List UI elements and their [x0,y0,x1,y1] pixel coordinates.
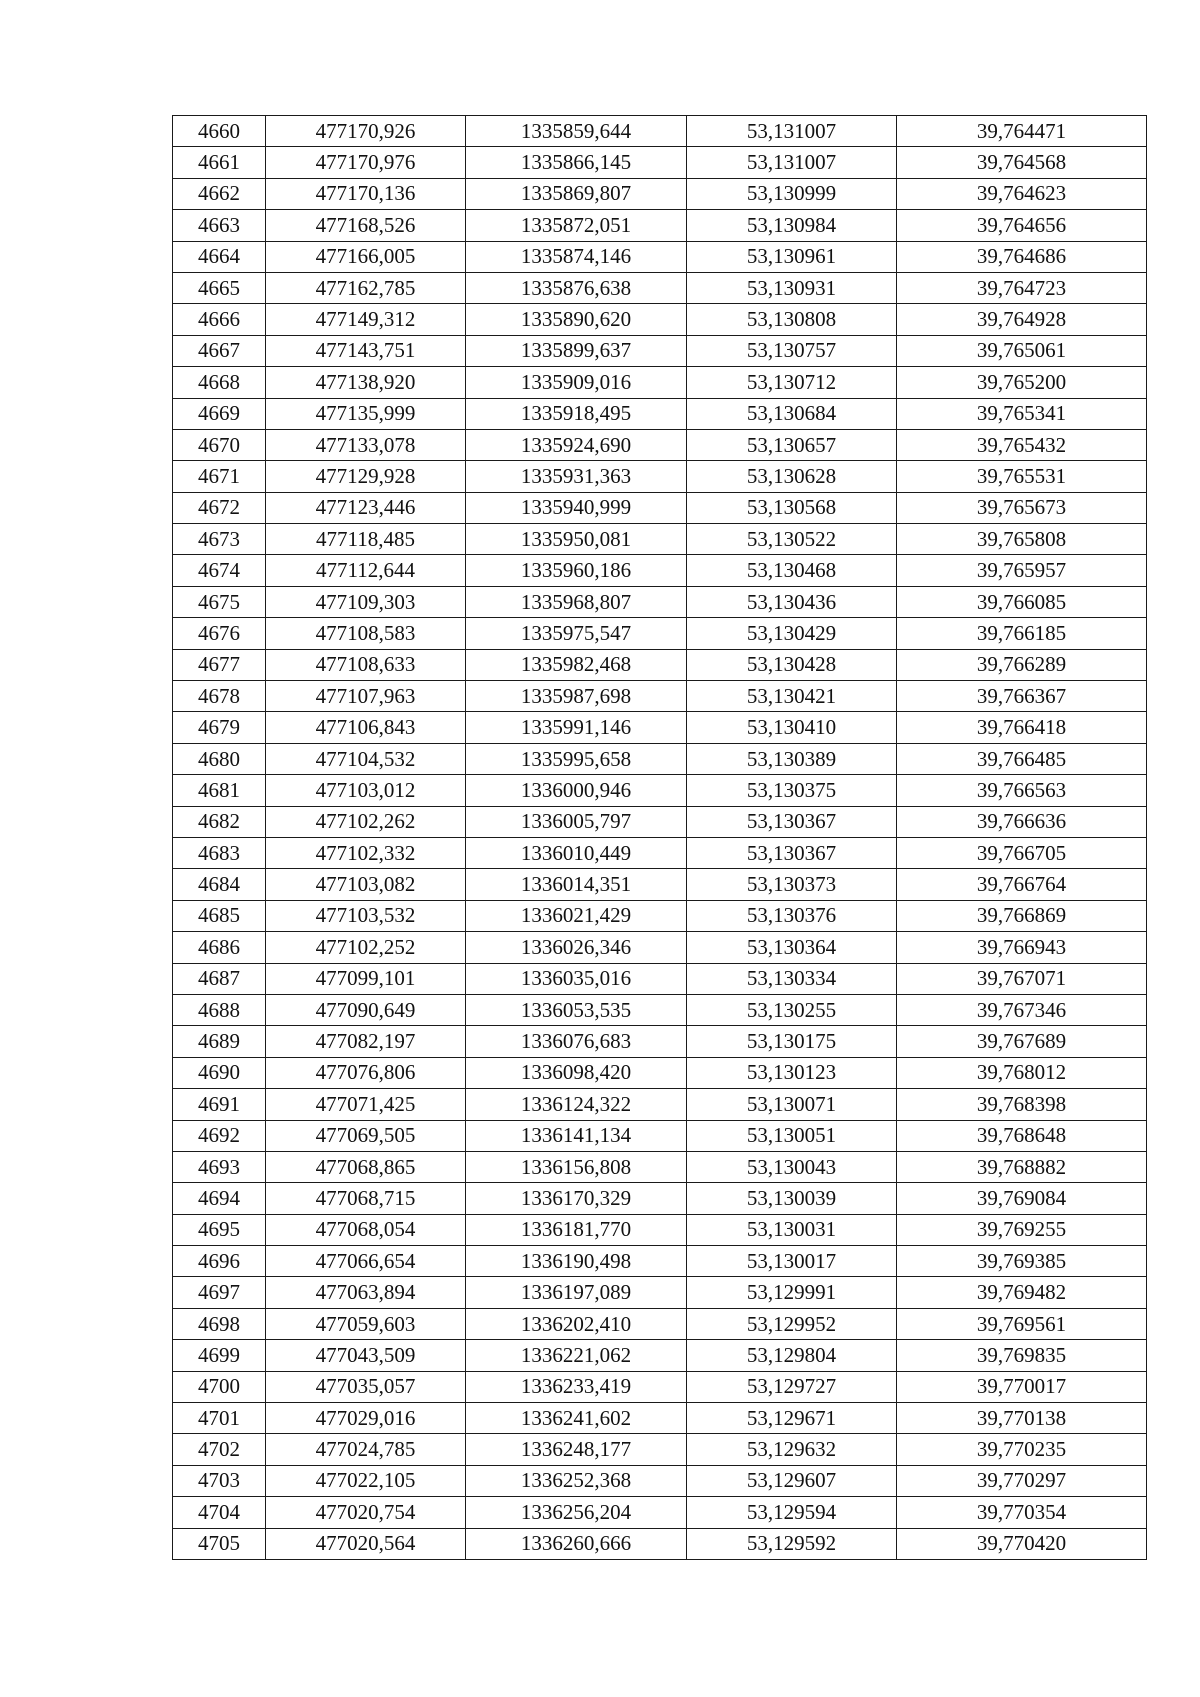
x-coordinate-cell: 477129,928 [266,461,466,492]
longitude-cell: 39,770297 [897,1465,1147,1496]
x-coordinate-cell: 477071,425 [266,1089,466,1120]
y-coordinate-cell: 1336010,449 [466,837,687,868]
latitude-cell: 53,130334 [687,963,897,994]
latitude-cell: 53,130364 [687,932,897,963]
x-coordinate-cell: 477020,564 [266,1528,466,1559]
x-coordinate-cell: 477135,999 [266,398,466,429]
table-row [173,272,1147,303]
point-number-cell: 4695 [173,1214,266,1245]
point-number-cell: 4694 [173,1183,266,1214]
x-coordinate-cell: 477170,136 [266,178,466,209]
table-row [173,1465,1147,1496]
longitude-cell: 39,767689 [897,1026,1147,1057]
longitude-cell: 39,769385 [897,1246,1147,1277]
latitude-cell: 53,130429 [687,618,897,649]
longitude-cell: 39,769084 [897,1183,1147,1214]
point-number-cell: 4675 [173,586,266,617]
table-row [173,461,1147,492]
latitude-cell: 53,130421 [687,681,897,712]
y-coordinate-cell: 1336098,420 [466,1057,687,1088]
latitude-cell: 53,129727 [687,1371,897,1402]
latitude-cell: 53,130657 [687,429,897,460]
table-row [173,241,1147,272]
table-row [173,1277,1147,1308]
longitude-cell: 39,766367 [897,681,1147,712]
longitude-cell: 39,764656 [897,210,1147,241]
table-row [173,1497,1147,1528]
point-number-cell: 4672 [173,492,266,523]
table-row [173,869,1147,900]
point-number-cell: 4663 [173,210,266,241]
table-row [173,932,1147,963]
latitude-cell: 53,130389 [687,743,897,774]
table-row [173,712,1147,743]
point-number-cell: 4662 [173,178,266,209]
coordinates-table-body [173,116,1147,1560]
latitude-cell: 53,130428 [687,649,897,680]
x-coordinate-cell: 477043,509 [266,1340,466,1371]
latitude-cell: 53,130684 [687,398,897,429]
point-number-cell: 4693 [173,1151,266,1182]
x-coordinate-cell: 477170,926 [266,116,466,147]
longitude-cell: 39,765432 [897,429,1147,460]
latitude-cell: 53,130436 [687,586,897,617]
x-coordinate-cell: 477068,715 [266,1183,466,1214]
point-number-cell: 4660 [173,116,266,147]
y-coordinate-cell: 1336124,322 [466,1089,687,1120]
longitude-cell: 39,765957 [897,555,1147,586]
y-coordinate-cell: 1335899,637 [466,335,687,366]
point-number-cell: 4671 [173,461,266,492]
y-coordinate-cell: 1336190,498 [466,1246,687,1277]
table-row [173,304,1147,335]
table-row [173,429,1147,460]
table-row [173,649,1147,680]
longitude-cell: 39,766485 [897,743,1147,774]
latitude-cell: 53,130373 [687,869,897,900]
y-coordinate-cell: 1335909,016 [466,367,687,398]
table-row [173,1089,1147,1120]
longitude-cell: 39,769482 [897,1277,1147,1308]
longitude-cell: 39,769255 [897,1214,1147,1245]
x-coordinate-cell: 477170,976 [266,147,466,178]
x-coordinate-cell: 477102,262 [266,806,466,837]
point-number-cell: 4703 [173,1465,266,1496]
point-number-cell: 4699 [173,1340,266,1371]
x-coordinate-cell: 477035,057 [266,1371,466,1402]
point-number-cell: 4696 [173,1246,266,1277]
latitude-cell: 53,130984 [687,210,897,241]
table-row [173,1434,1147,1465]
y-coordinate-cell: 1336156,808 [466,1151,687,1182]
point-number-cell: 4691 [173,1089,266,1120]
x-coordinate-cell: 477090,649 [266,994,466,1025]
y-coordinate-cell: 1335991,146 [466,712,687,743]
table-row [173,210,1147,241]
longitude-cell: 39,766418 [897,712,1147,743]
latitude-cell: 53,130367 [687,806,897,837]
table-row [173,367,1147,398]
latitude-cell: 53,130367 [687,837,897,868]
table-row [173,398,1147,429]
x-coordinate-cell: 477166,005 [266,241,466,272]
point-number-cell: 4690 [173,1057,266,1088]
latitude-cell: 53,130999 [687,178,897,209]
point-number-cell: 4702 [173,1434,266,1465]
point-number-cell: 4678 [173,681,266,712]
x-coordinate-cell: 477076,806 [266,1057,466,1088]
x-coordinate-cell: 477020,754 [266,1497,466,1528]
longitude-cell: 39,765531 [897,461,1147,492]
table-row [173,900,1147,931]
point-number-cell: 4689 [173,1026,266,1057]
y-coordinate-cell: 1335931,363 [466,461,687,492]
latitude-cell: 53,130522 [687,524,897,555]
y-coordinate-cell: 1336035,016 [466,963,687,994]
point-number-cell: 4701 [173,1403,266,1434]
y-coordinate-cell: 1336053,535 [466,994,687,1025]
latitude-cell: 53,130017 [687,1246,897,1277]
latitude-cell: 53,130931 [687,272,897,303]
latitude-cell: 53,130468 [687,555,897,586]
table-row [173,1403,1147,1434]
x-coordinate-cell: 477149,312 [266,304,466,335]
table-row [173,806,1147,837]
longitude-cell: 39,766185 [897,618,1147,649]
x-coordinate-cell: 477069,505 [266,1120,466,1151]
x-coordinate-cell: 477103,012 [266,775,466,806]
x-coordinate-cell: 477104,532 [266,743,466,774]
y-coordinate-cell: 1335975,547 [466,618,687,649]
latitude-cell: 53,130961 [687,241,897,272]
longitude-cell: 39,768398 [897,1089,1147,1120]
y-coordinate-cell: 1336197,089 [466,1277,687,1308]
latitude-cell: 53,130410 [687,712,897,743]
table-row [173,1057,1147,1088]
x-coordinate-cell: 477022,105 [266,1465,466,1496]
x-coordinate-cell: 477068,054 [266,1214,466,1245]
longitude-cell: 39,765808 [897,524,1147,555]
point-number-cell: 4670 [173,429,266,460]
latitude-cell: 53,131007 [687,147,897,178]
table-row [173,1151,1147,1182]
point-number-cell: 4704 [173,1497,266,1528]
x-coordinate-cell: 477123,446 [266,492,466,523]
point-number-cell: 4682 [173,806,266,837]
y-coordinate-cell: 1336241,602 [466,1403,687,1434]
point-number-cell: 4665 [173,272,266,303]
x-coordinate-cell: 477108,583 [266,618,466,649]
longitude-cell: 39,765200 [897,367,1147,398]
point-number-cell: 4664 [173,241,266,272]
y-coordinate-cell: 1336076,683 [466,1026,687,1057]
x-coordinate-cell: 477029,016 [266,1403,466,1434]
table-row [173,618,1147,649]
longitude-cell: 39,765673 [897,492,1147,523]
point-number-cell: 4700 [173,1371,266,1402]
latitude-cell: 53,130712 [687,367,897,398]
x-coordinate-cell: 477112,644 [266,555,466,586]
longitude-cell: 39,764928 [897,304,1147,335]
latitude-cell: 53,130255 [687,994,897,1025]
y-coordinate-cell: 1335890,620 [466,304,687,335]
table-row [173,116,1147,147]
table-row [173,586,1147,617]
longitude-cell: 39,768882 [897,1151,1147,1182]
x-coordinate-cell: 477106,843 [266,712,466,743]
y-coordinate-cell: 1335874,146 [466,241,687,272]
x-coordinate-cell: 477103,532 [266,900,466,931]
table-row [173,681,1147,712]
y-coordinate-cell: 1336181,770 [466,1214,687,1245]
y-coordinate-cell: 1335987,698 [466,681,687,712]
y-coordinate-cell: 1336021,429 [466,900,687,931]
y-coordinate-cell: 1335995,658 [466,743,687,774]
table-row [173,837,1147,868]
y-coordinate-cell: 1336233,419 [466,1371,687,1402]
point-number-cell: 4677 [173,649,266,680]
y-coordinate-cell: 1335924,690 [466,429,687,460]
latitude-cell: 53,130568 [687,492,897,523]
y-coordinate-cell: 1335869,807 [466,178,687,209]
x-coordinate-cell: 477024,785 [266,1434,466,1465]
latitude-cell: 53,130071 [687,1089,897,1120]
latitude-cell: 53,130375 [687,775,897,806]
y-coordinate-cell: 1336221,062 [466,1340,687,1371]
table-row [173,1183,1147,1214]
y-coordinate-cell: 1335950,081 [466,524,687,555]
y-coordinate-cell: 1336202,410 [466,1308,687,1339]
point-number-cell: 4685 [173,900,266,931]
x-coordinate-cell: 477109,303 [266,586,466,617]
longitude-cell: 39,765341 [897,398,1147,429]
y-coordinate-cell: 1335968,807 [466,586,687,617]
longitude-cell: 39,766764 [897,869,1147,900]
longitude-cell: 39,764686 [897,241,1147,272]
latitude-cell: 53,129632 [687,1434,897,1465]
y-coordinate-cell: 1335872,051 [466,210,687,241]
x-coordinate-cell: 477068,865 [266,1151,466,1182]
latitude-cell: 53,130051 [687,1120,897,1151]
table-row [173,335,1147,366]
latitude-cell: 53,130808 [687,304,897,335]
point-number-cell: 4676 [173,618,266,649]
y-coordinate-cell: 1336260,666 [466,1528,687,1559]
longitude-cell: 39,764623 [897,178,1147,209]
x-coordinate-cell: 477063,894 [266,1277,466,1308]
latitude-cell: 53,130376 [687,900,897,931]
longitude-cell: 39,770017 [897,1371,1147,1402]
longitude-cell: 39,770235 [897,1434,1147,1465]
longitude-cell: 39,765061 [897,335,1147,366]
longitude-cell: 39,764723 [897,272,1147,303]
latitude-cell: 53,130123 [687,1057,897,1088]
longitude-cell: 39,768648 [897,1120,1147,1151]
y-coordinate-cell: 1336248,177 [466,1434,687,1465]
coordinates-table [172,115,1147,1560]
x-coordinate-cell: 477059,603 [266,1308,466,1339]
table-row [173,1026,1147,1057]
longitude-cell: 39,766705 [897,837,1147,868]
latitude-cell: 53,129952 [687,1308,897,1339]
y-coordinate-cell: 1335918,495 [466,398,687,429]
latitude-cell: 53,129592 [687,1528,897,1559]
y-coordinate-cell: 1336005,797 [466,806,687,837]
point-number-cell: 4697 [173,1277,266,1308]
x-coordinate-cell: 477168,526 [266,210,466,241]
y-coordinate-cell: 1336000,946 [466,775,687,806]
longitude-cell: 39,766636 [897,806,1147,837]
latitude-cell: 53,129671 [687,1403,897,1434]
point-number-cell: 4688 [173,994,266,1025]
point-number-cell: 4686 [173,932,266,963]
point-number-cell: 4683 [173,837,266,868]
table-row [173,1371,1147,1402]
latitude-cell: 53,130757 [687,335,897,366]
x-coordinate-cell: 477103,082 [266,869,466,900]
point-number-cell: 4698 [173,1308,266,1339]
table-row [173,1214,1147,1245]
point-number-cell: 4669 [173,398,266,429]
latitude-cell: 53,130039 [687,1183,897,1214]
latitude-cell: 53,130175 [687,1026,897,1057]
point-number-cell: 4681 [173,775,266,806]
y-coordinate-cell: 1335866,145 [466,147,687,178]
longitude-cell: 39,767071 [897,963,1147,994]
point-number-cell: 4687 [173,963,266,994]
longitude-cell: 39,766869 [897,900,1147,931]
point-number-cell: 4673 [173,524,266,555]
table-row [173,1340,1147,1371]
y-coordinate-cell: 1336026,346 [466,932,687,963]
latitude-cell: 53,130628 [687,461,897,492]
point-number-cell: 4667 [173,335,266,366]
latitude-cell: 53,129804 [687,1340,897,1371]
x-coordinate-cell: 477108,633 [266,649,466,680]
table-row [173,1308,1147,1339]
table-row [173,1246,1147,1277]
y-coordinate-cell: 1336170,329 [466,1183,687,1214]
longitude-cell: 39,767346 [897,994,1147,1025]
point-number-cell: 4661 [173,147,266,178]
y-coordinate-cell: 1336252,368 [466,1465,687,1496]
longitude-cell: 39,766943 [897,932,1147,963]
table-row [173,492,1147,523]
x-coordinate-cell: 477107,963 [266,681,466,712]
longitude-cell: 39,770420 [897,1528,1147,1559]
point-number-cell: 4666 [173,304,266,335]
longitude-cell: 39,769835 [897,1340,1147,1371]
point-number-cell: 4692 [173,1120,266,1151]
point-number-cell: 4680 [173,743,266,774]
longitude-cell: 39,770354 [897,1497,1147,1528]
longitude-cell: 39,764568 [897,147,1147,178]
table-row [173,994,1147,1025]
table-row [173,963,1147,994]
x-coordinate-cell: 477082,197 [266,1026,466,1057]
y-coordinate-cell: 1336014,351 [466,869,687,900]
longitude-cell: 39,764471 [897,116,1147,147]
table-row [173,743,1147,774]
y-coordinate-cell: 1335876,638 [466,272,687,303]
latitude-cell: 53,130043 [687,1151,897,1182]
table-row [173,1528,1147,1559]
point-number-cell: 4684 [173,869,266,900]
x-coordinate-cell: 477118,485 [266,524,466,555]
x-coordinate-cell: 477162,785 [266,272,466,303]
point-number-cell: 4674 [173,555,266,586]
x-coordinate-cell: 477102,332 [266,837,466,868]
latitude-cell: 53,131007 [687,116,897,147]
point-number-cell: 4679 [173,712,266,743]
table-row [173,1120,1147,1151]
y-coordinate-cell: 1335960,186 [466,555,687,586]
latitude-cell: 53,129991 [687,1277,897,1308]
longitude-cell: 39,769561 [897,1308,1147,1339]
table-row [173,555,1147,586]
longitude-cell: 39,766289 [897,649,1147,680]
x-coordinate-cell: 477099,101 [266,963,466,994]
longitude-cell: 39,770138 [897,1403,1147,1434]
x-coordinate-cell: 477138,920 [266,367,466,398]
point-number-cell: 4705 [173,1528,266,1559]
x-coordinate-cell: 477143,751 [266,335,466,366]
table-row [173,775,1147,806]
table-row [173,147,1147,178]
point-number-cell: 4668 [173,367,266,398]
longitude-cell: 39,768012 [897,1057,1147,1088]
y-coordinate-cell: 1335859,644 [466,116,687,147]
table-row [173,178,1147,209]
y-coordinate-cell: 1336141,134 [466,1120,687,1151]
latitude-cell: 53,129594 [687,1497,897,1528]
x-coordinate-cell: 477102,252 [266,932,466,963]
y-coordinate-cell: 1336256,204 [466,1497,687,1528]
latitude-cell: 53,130031 [687,1214,897,1245]
table-row [173,524,1147,555]
longitude-cell: 39,766085 [897,586,1147,617]
y-coordinate-cell: 1335982,468 [466,649,687,680]
x-coordinate-cell: 477066,654 [266,1246,466,1277]
longitude-cell: 39,766563 [897,775,1147,806]
y-coordinate-cell: 1335940,999 [466,492,687,523]
x-coordinate-cell: 477133,078 [266,429,466,460]
latitude-cell: 53,129607 [687,1465,897,1496]
